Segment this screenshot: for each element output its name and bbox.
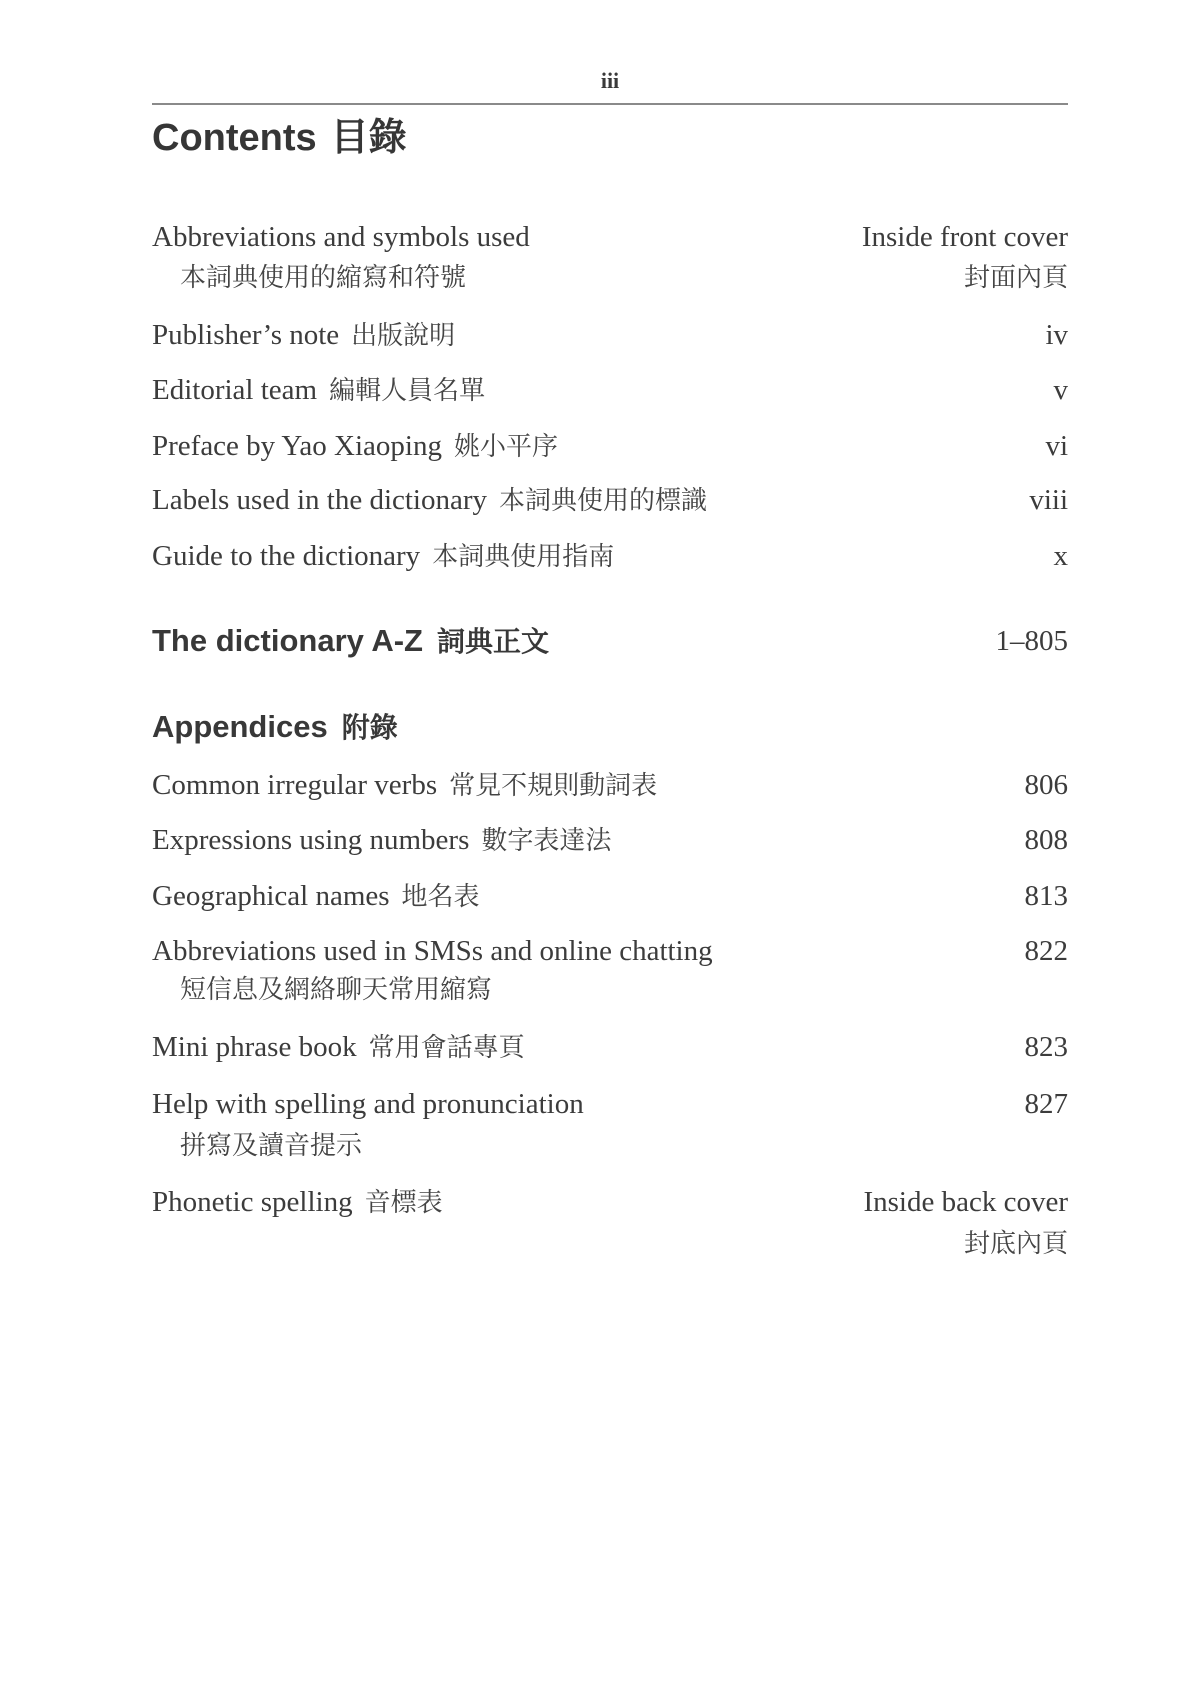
entry-title-en: Preface by Yao Xiaoping (152, 430, 442, 462)
entry-title-en: Phonetic spelling (152, 1186, 353, 1218)
entry-title-zh: 音標表 (364, 1188, 443, 1218)
toc-entry-expressions-numbers[interactable] (152, 823, 1068, 858)
page-number: iii (600, 68, 620, 93)
page-title-zh: 目錄 (330, 117, 407, 159)
appendices-heading (152, 708, 1068, 747)
entry-title-en: Abbreviations used in SMSs and online chatting (152, 935, 713, 967)
page-title (152, 114, 407, 162)
entry-page: iv (1045, 319, 1068, 351)
entry-page: 1–805 (995, 625, 1068, 657)
entry-title-zh: 出版說明 (351, 321, 456, 351)
entry-title-zh: 本詞典使用指南 (432, 542, 615, 572)
section-title-zh: 詞典正文 (436, 625, 549, 658)
entry-title-en: Abbreviations and symbols used (152, 221, 530, 253)
entry-page: 822 (1024, 935, 1068, 967)
entry-page: 823 (1024, 1031, 1068, 1063)
entry-title-zh: 常用會話專頁 (368, 1033, 525, 1063)
entry-title-zh: 拼寫及讀音提示 (180, 1131, 363, 1161)
toc-entry-mini-phrase-book[interactable] (152, 1030, 1068, 1065)
section-title-en: Appendices (152, 709, 328, 744)
toc-entry-abbreviations[interactable] (152, 220, 1068, 254)
entry-page: v (1053, 374, 1068, 406)
entry-page: Inside front cover (861, 221, 1068, 253)
toc-entry-geographical-names[interactable] (152, 879, 1068, 914)
section-title-en: The dictionary A-Z (152, 623, 423, 658)
entry-title-zh: 本詞典使用的標識 (499, 486, 708, 516)
entry-title-en: Guide to the dictionary (152, 540, 421, 572)
entry-page: 806 (1024, 769, 1068, 801)
entry-page-zh: 封面內頁 (963, 263, 1068, 293)
toc-entry-editorial-team[interactable] (152, 373, 1068, 408)
toc-entry-guide[interactable] (152, 539, 1068, 574)
entry-title-zh: 數字表達法 (481, 826, 612, 856)
page-title-en: Contents (152, 117, 317, 159)
toc-entry-preface[interactable] (152, 429, 1068, 464)
entry-page: viii (1029, 484, 1068, 516)
toc-entry-sms-abbreviations[interactable] (152, 934, 1068, 968)
entry-title-zh: 本詞典使用的縮寫和符號 (180, 263, 467, 293)
toc-entry-labels[interactable] (152, 483, 1068, 518)
entry-page: 808 (1024, 824, 1068, 856)
entry-title-en: Mini phrase book (152, 1031, 357, 1063)
header-rule (152, 103, 1068, 105)
entry-title-zh: 地名表 (401, 882, 480, 912)
entry-title-zh: 短信息及網絡聊天常用縮寫 (180, 975, 493, 1005)
entry-title-en: Publisher’s note (152, 319, 340, 351)
entry-title-zh: 姚小平序 (453, 432, 558, 462)
toc-entry-irregular-verbs[interactable] (152, 768, 1068, 803)
entry-page: 827 (1024, 1088, 1068, 1120)
entry-page: Inside back cover (863, 1186, 1068, 1218)
toc-entry-dictionary[interactable] (152, 622, 1068, 661)
toc-entry-publishers-note[interactable] (152, 318, 1068, 353)
entry-title-en: Help with spelling and pronunciation (152, 1088, 584, 1120)
entry-title-en: Common irregular verbs (152, 769, 438, 801)
entry-title-en: Editorial team (152, 374, 318, 406)
entry-title-zh: 編輯人員名單 (329, 376, 486, 406)
entry-title-zh: 常見不規則動詞表 (449, 771, 658, 801)
entry-page-zh: 封底內頁 (963, 1229, 1068, 1259)
entry-page: vi (1045, 430, 1068, 462)
toc-entry-phonetic-spelling[interactable] (152, 1185, 1068, 1220)
section-title-zh: 附錄 (341, 711, 398, 744)
entry-title-en: Labels used in the dictionary (152, 484, 488, 516)
entry-title-en: Geographical names (152, 880, 390, 912)
toc-entry-spelling-pronunciation[interactable] (152, 1087, 1068, 1121)
entry-page: 813 (1024, 880, 1068, 912)
entry-page: x (1053, 540, 1068, 572)
entry-title-en: Expressions using numbers (152, 824, 470, 856)
